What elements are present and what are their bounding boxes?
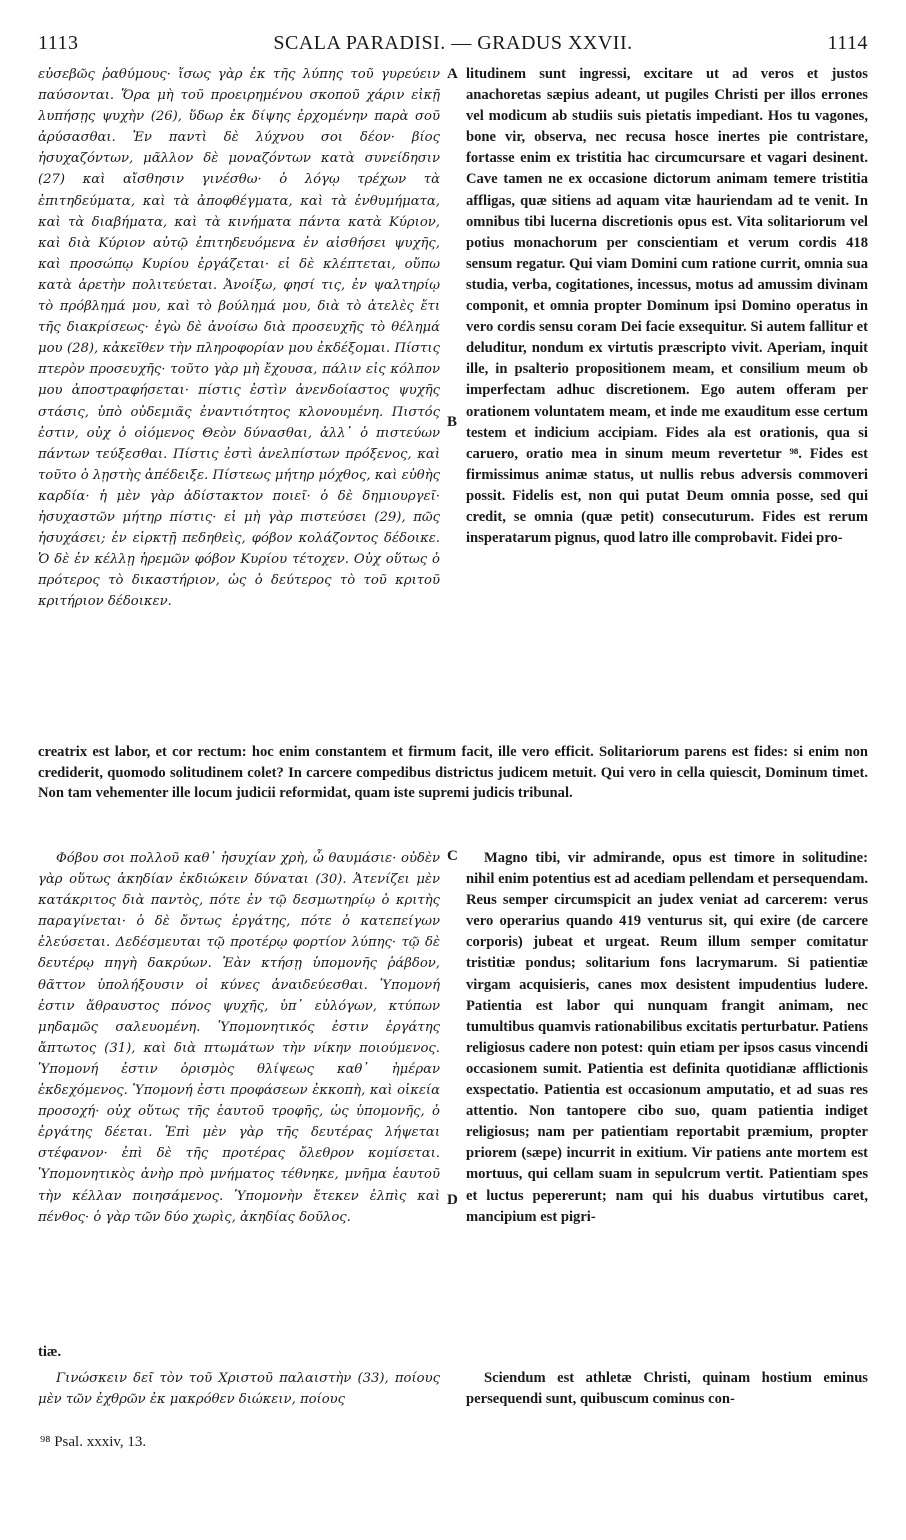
latin-column-section-2 — [466, 848, 868, 1318]
greek-text-1: εὐσεβῶς ῥαθύμους· ἴσως γὰρ ἐκ τῆς λύπης τοῦ γυρεύειν παύσονται. Ὅρα μὴ τοῦ προειρημένου σκοποῦ χάριν εἰκῇ λυπήσῃς ψυχὴν (26), ὕδωρ ἐκ δίψης ἐρχομένην παρὰ σοῦ ἀρύσασθαι. Ἐν παντὶ δὲ λύχνου σοι δέον· βίος ἡσυχαζόντων, μᾶλλον δὲ μοναζόντων κατὰ συνείδησιν (27) καὶ αἴσθησιν γινέσθω· ὁ λόγῳ τρέχων τὰ ἐπιτηδεύματα, καὶ τὰ ἀποφθέγματα, καὶ τὰ ἐνθυμήματα, καὶ τὰ διαβήματα, καὶ τὰ κινήματα πάντα κατὰ Κύριον, καὶ διὰ Κύριον αὐτῷ ἐπιτηδευόμενα ἐν αἰσθήσει ψυχῆς, καὶ προσώπῳ Κυρίου ἐργάζεται· εἰ δὲ κλέπτεται, οὔπω κατὰ ἀρετὴν πολιτεύεται. Ἀνοίξω, φησί τις, ἐν ψαλτηρίῳ τὸ πρόβλημά μου, καὶ τὸ βούλημά μου, διὰ τὸ ἀτελὲς ἔτι τῆς διακρίσεως· ἐγὼ δὲ ἀνοίσω διὰ προσευχῆς τὸ θέλημά μου (28), κἀκεῖθεν τὴν πληροφορίαν μου ἐκδέξομαι. Πίστις πτερὸν προσευχῆς· τοῦτο γὰρ μὴ ἔχουσα, πάλιν εἰς κόλπον μου ἀποστραφήσεται· πίστις ἐστὶν ἀνενδοίαστος ψυχῆς στάσις, ὑπὸ οὐδεμιᾶς ἐναντιότητος κλονουμένη. Πιστός ἐστιν, οὐχ ὁ οἰόμενος Θεὸν δύνασθαι, ἀλλ᾽ ὁ πιστεύων πάντων τεύξεσθαι. Πίστις ἐστὶ ἀνελπίστων πρόξενος, καὶ τοῦτο ὁ λῃστὴς ἀπέδειξε. Πίστεως μήτηρ μόχθος, καὶ εὐθὴς καρδία· ἡ μὲν γὰρ ἀδίστακτον ποιεῖ· ὁ δὲ δημιουργεῖ· ἡσυχαστῶν μήτηρ πίστις· εἰ μὴ γὰρ πιστεύσει (29), πῶς ἡσυχάσει; ἐν εἱρκτῇ πεδηθεὶς, φόβον κολάζοντος δέδοικε. Ὁ δὲ ἐν κέλλῃ ἠρεμῶν φόβον Κυρίου τέτοχεν. Οὐχ οὕτως ὁ πρότερος τὸ δικαστήριον, ὡς ὁ δεύτερος τὸ τοῦ κριτοῦ κριτήριον δέδοικεν. — [38, 67, 440, 610]
latin-full-text-1: creatrix est labor, et cor rectum: hoc enim constantem et firmum facit, ille vero efficit. Solitariorum parens est fides: si enim non crediderit, quomodo solitudinem colet? In carcere compedibus districtus judicem metuit. Qui vero in cella quiescit, Dominum timet. Non tam vehementer ille locum judicii reformidat, quam iste supremi judicis tribunal. — [38, 744, 868, 802]
latin-text-3: Sciendum est athletæ Christi, quinam hostium eminus persequendi sunt, quibuscum cominus con- — [466, 1370, 868, 1408]
margin-marker-c: C — [447, 848, 458, 864]
greek-text-2: Φόβου σοι πολλοῦ καθ᾽ ἡσυχίαν χρὴ, ὦ θαυμάσιε· οὐδὲν γὰρ οὕτως ἀκηδίαν ἐκδιώκειν δύναται (30). Ἀτενίζει μὲν κατάκριτος διὰ παντὸς, πότε ἐν τῷ δεσμωτηρίῳ ὁ κριτὴς παραγίνεται· ὁ δὲ ὄντως ἐργάτης, πότε ὁ κατεπείγων ἐλεύσεται. Δεδέσμευται τῷ προτέρῳ φορτίον λύπης· τῷ δὲ δευτέρῳ πηγὴ δακρύων. Ἐὰν κτήσῃ ὑπομονῆς ῥάβδον, θᾶττον ὑπολήξουσιν οἱ κύνες ἀναιδεύεσθαι. Ὑπομονή ἐστιν ἄθραυστος πόνος ψυχῆς, ὑπ᾽ εὐλόγων, κτύπων μηδαμῶς σαλευομένη. Ὑπομονητικός ἐστιν ἐργάτης ἄπτωτος (31), καὶ διὰ πτωμάτων τὴν νίκην ποιούμενος. Ὑπομονή ἐστιν ὁρισμὸς θλίψεως καθ᾽ ἡμέραν ἐκδεχόμενος. Ὑπομονή ἐστι προφάσεων ἐκκοπὴ, καὶ οἰκεία προσοχή· οὐχ οὕτως τῆς ἑαυτοῦ τροφῆς, ὡς ὑπομονῆς, ὁ ἐργάτης δέεται. Ἐπὶ μὲν γὰρ τῆς δευτέρας λήψεται στέφανον· ἐπὶ δὲ τῆς προτέρας ὄλεθρον κομίσεται. Ὑπομονητικὸς ἀνὴρ πρὸ μνήματος τέθνηκε, μνῆμα ἑαυτοῦ τὴν κέλλαν ποιησάμενος. Ὑπομονὴν ἔτεκεν ἐλπὶς καὶ πένθος· ὁ γὰρ τῶν δύο χωρὶς, ἀκηδίας δοῦλος. — [38, 851, 440, 1225]
margin-marker-a: A — [447, 66, 458, 82]
latin-column-section-3 — [466, 1368, 868, 1412]
greek-column-section-1 — [38, 64, 440, 740]
right-page-number: 1114 — [827, 32, 868, 54]
latin-text-1: litudinem sunt ingressi, excitare ut ad veros et justos anachoretas sæpius adeant, ut pugiles Christi per illos errones vel modicum ab studiis suis pietatis impediant. Hos tu vagones, bone vir, observa, nec recusa hosce inertes pie contristare, fortasse enim ex tristitia hac circumcursare et vagari desinent. Cave tamen ne ex occasione dictorum animam temere tristitia affligas, quæ sitiens ad aquam vitæ hauriendam ad te venit. In omnibus tibi lucerna discretionis opus est. Vita solitariorum vel potius monachorum per conscientiam et verum cordis 418 sensum regatur. Qui viam Domini cum ratione currit, omnia sua studia, verba, cogitationes, incessus, motus ad amussim divinam componit, et omnia propter Dominum ipsi Domino operatus in vero cordis sensu coram Dei facie exsequitur. Si autem fallitur et deluditur, nondum ex virtutis præscripto vivit. Aperiam, inquit ille, in psalterio propositionem meam, et consilium meum ob imperfectam adhuc discretionem. Ego autem offeram per orationem voluntatem meam, et inde me exauditum esse certum testem et indicium accipiam. Fides ala est orationis, qua si caruero, oratio mea in sinum meum revertetur ⁹⁸. Fides est firmissimus animæ status, ut nullis rebus adversis commoveri possit. Fidelis est, non qui putat Deum omnia posse, sed qui credit, se omnia (quæ petit) consecuturum. Fides est rerum insperatarum pignus, quod latro ille comprobavit. Fidei pro- — [466, 66, 868, 547]
greek-column-section-3 — [38, 1368, 440, 1412]
latin-full-width-1 — [38, 742, 868, 844]
greek-text-3: Γινώσκειν δεῖ τὸν τοῦ Χριστοῦ παλαιστὴν (33), ποίους μὲν τῶν ἐχθρῶν ἐκ μακρόθεν διώκειν, ποίους — [38, 1371, 440, 1408]
latin-column-section-1 — [466, 64, 868, 740]
margin-marker-b: B — [447, 414, 458, 430]
latin-full-width-2 — [38, 1342, 868, 1366]
margin-marker-d: D — [447, 1192, 458, 1208]
page-header — [38, 32, 868, 58]
greek-column-section-2 — [38, 848, 440, 1318]
left-page-number: 1113 — [38, 32, 79, 54]
latin-text-2: Magno tibi, vir admirande, opus est timore in solitudine: nihil enim potentius est ad acediam pellendam et persequendam. Reus semper circumspicit an judex veniat ad carcerem: verus vero operarius quando 419 venturus sit, qui exire (de carcere corporis) jubeat et urgeat. Reum illum semper comitatur tristitiæ pondus; solitarium fons lacrymarum. Si patientiæ virgam acquisieris, canes mox desistent impudentius ludere. Patientia est labor qui nunquam frangit animam, nec tumultibus quamvis rationabilibus excitatis perturbatur. Patiens religiosus cadere non potest: quin etiam per ipsos casus vincendi occasionem sumit. Patientia est definita quotidianæ afflictionis exspectatio. Patientia est occasionum amputatio, et ad suas res attentio. Non tantopere cibo suo, quam patientia indiget religiosus; nam per patientiam reportabit præmium, propter priorem (sæpe) incurrit in exitium. Vir patiens ante mortem est mortuus, qui cellam suam in sepulcrum vertit. Patientiam spes et luctus pepererunt; nam qui his duabus virtutibus caret, mancipium est pigri- — [466, 850, 868, 1225]
running-title: SCALA PARADISI. — GRADUS XXVII. — [273, 32, 633, 54]
footnote: ⁹⁸ Psal. xxxiv, 13. — [40, 1434, 147, 1450]
latin-full-text-2: tiæ. — [38, 1344, 62, 1360]
